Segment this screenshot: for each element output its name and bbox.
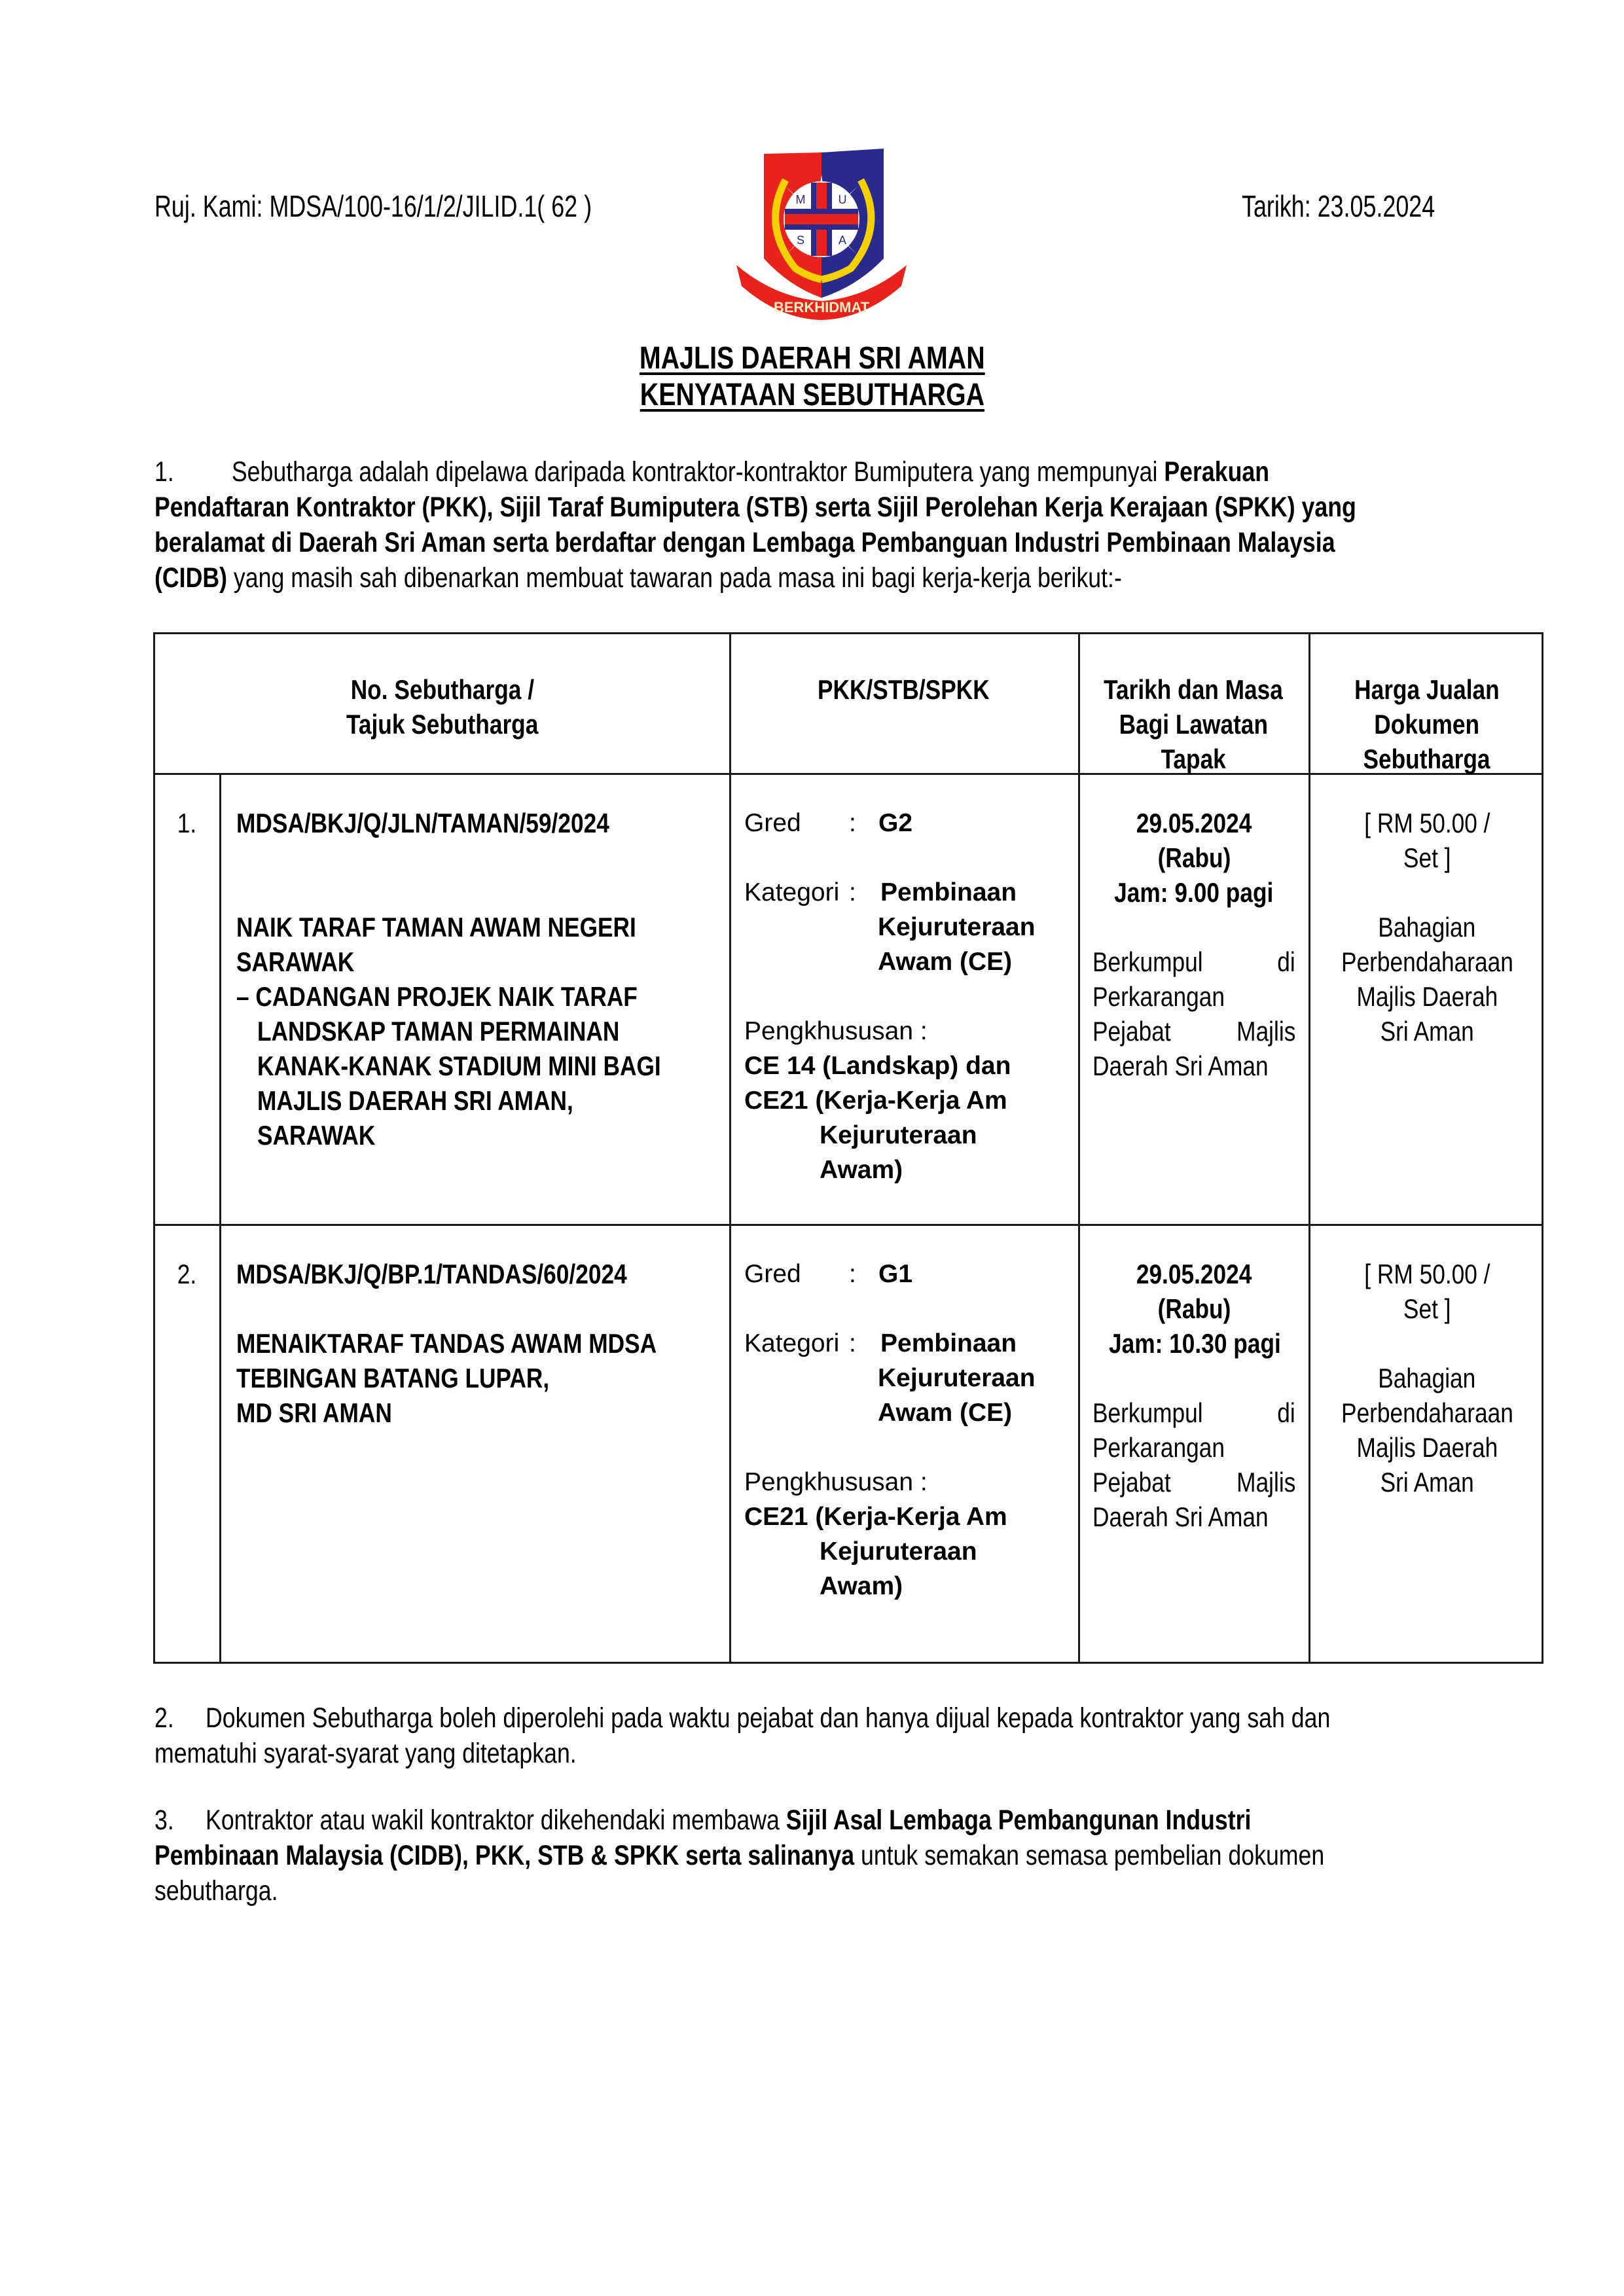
text: Majlis [1236,1467,1295,1498]
sold-at-line: Perbendaharaan [1341,1397,1513,1428]
paragraph-line [154,1803,1252,1838]
text: Daerah Sri Aman [1092,1050,1269,1081]
document-price-cell [1308,806,1545,1049]
paragraph-line [154,454,1270,490]
mdsa-crest-logo [723,134,920,324]
paragraph-number: 3. [154,1804,174,1836]
sold-at-line: Bahagian [1378,1363,1476,1393]
meeting-point-line [1092,1430,1295,1465]
meeting-point-line [1092,979,1295,1014]
logo-letter-a: A [838,234,847,247]
text: Pejabat [1092,1016,1171,1047]
quotation-title-line: LANDSKAP TAMAN PERMAINAN [257,1016,620,1047]
paragraph-3 [154,1803,1477,1909]
text: sebutharga. [154,1875,278,1907]
visit-date: 29.05.2024 [1136,808,1252,838]
sold-at-line: Majlis Daerah [1356,981,1498,1012]
visit-time: Jam: 9.00 pagi [1114,877,1274,908]
quotation-title-line: KANAK-KANAK STADIUM MINI BAGI [257,1050,661,1081]
meeting-point-line [1092,1395,1295,1430]
bold-text: beralamat di Daerah Sri Aman serta berdaftar dengan Lembaga Pembanguan Industri Pembinaan Malaysia [154,527,1335,558]
quotation-title-line: SARAWAK [257,1120,376,1151]
quotation-title-line: MENAIKTARAF TANDAS AWAM MDSA [236,1328,657,1359]
kategori-value: Pembinaan [880,1329,1017,1357]
pkk-requirements-cell [744,1257,1072,1604]
pengkhususan-line: Kejuruteraan [820,1537,977,1566]
quotation-table [153,632,1543,1664]
kategori-value: Kejuruteraan [878,913,1036,941]
table-row-divider [155,1224,1542,1226]
pengkhususan-label: Pengkhususan : [744,1017,928,1045]
colon: : [849,878,856,906]
colon: : [849,1329,856,1357]
header-visit-column: Tarikh dan Masa Bagi Lawatan Tapak [1104,674,1283,774]
quotation-ref-number: MDSA/BKJ/Q/JLN/TAMAN/59/2024 [236,808,609,838]
pengkhususan-line: Kejuruteraan [820,1121,977,1149]
visit-time: Jam: 10.30 pagi [1109,1328,1281,1359]
header-title-column: No. Sebutharga / Tajuk Sebutharga [346,674,539,740]
text: untuk semakan semasa pembelian dokumen [854,1840,1325,1871]
notice-title-heading: KENYATAAN SEBUTHARGA [640,378,984,412]
quotation-title-line: SARAWAK [236,946,355,977]
paragraph-1 [154,454,1477,596]
kategori-line [744,875,1072,910]
kategori-line [744,944,1072,979]
gred-line [744,1257,1072,1291]
text: Sebutharga adalah dipelawa daripada kontraktor-kontraktor Bumiputera yang mempunyai [231,456,1164,488]
gred-label: Gred [744,1260,801,1288]
text: Kontraktor atau wakil kontraktor dikehendaki membawa [206,1804,786,1836]
reference-number: Ruj. Kami: MDSA/100-16/1/2/JILID.1( 62 ) [154,189,592,223]
kategori-value: Awam (CE) [878,1399,1013,1427]
table-column-divider [1078,634,1080,1664]
gred-value: G1 [878,1260,913,1288]
price-line: [ RM 50.00 / [1363,1259,1490,1289]
kategori-value: Awam (CE) [878,948,1013,976]
pengkhususan-line: CE21 (Kerja-Kerja Am [744,1503,1007,1531]
table-column-divider [729,634,731,1664]
text: Pejabat [1092,1467,1171,1498]
paragraph-line [154,525,1335,560]
quotation-title-cell [236,806,721,1153]
logo-letter-m: M [795,193,806,206]
quotation-title-cell [236,1257,721,1430]
logo-motto: BERKHIDMAT [773,299,870,315]
kategori-label: Kategori [744,878,840,906]
logo-letter-s: S [796,234,805,247]
row-number: 1. [177,808,197,838]
sold-at-line: Perbendaharaan [1341,946,1513,977]
text: Dokumen Sebutharga boleh diperolehi pada waktu pejabat dan hanya dijual kepada kontraktor yang sah dan [206,1702,1331,1734]
price-line: [ RM 50.00 / [1363,808,1490,838]
text: Perkarangan [1092,981,1225,1012]
quotation-title-line: – CADANGAN PROJEK NAIK TARAF [236,981,638,1012]
colon: : [849,1260,856,1288]
text: Majlis [1236,1016,1295,1047]
kategori-value: Kejuruteraan [878,1364,1036,1392]
pengkhususan-line: CE21 (Kerja-Kerja Am [744,1086,1007,1115]
price-line: Set ] [1403,1293,1451,1324]
paragraph-line [154,1736,1252,1771]
pengkhususan-line: Awam) [820,1156,903,1184]
meeting-point-line [1092,944,1295,979]
header-price-column: Harga Jualan Dokumen Sebutharga [1354,674,1500,774]
price-line: Set ] [1403,842,1451,873]
sold-at-line: Sri Aman [1380,1467,1474,1498]
paragraph-number: 1. [154,456,174,488]
pengkhususan-label: Pengkhususan : [744,1468,928,1496]
kategori-line [744,1361,1072,1395]
gred-line [744,806,1072,840]
sold-at-line: Bahagian [1378,912,1476,942]
visit-day: (Rabu) [1157,1293,1231,1324]
row-number: 2. [177,1259,197,1289]
paragraph-line [154,1700,1331,1736]
text: Perkarangan [1092,1432,1225,1463]
text: di [1277,1397,1295,1428]
bold-text: Sijil Asal Lembaga Pembangunan Industri [785,1804,1252,1836]
kategori-line [744,1395,1072,1430]
meeting-point-line [1092,1014,1295,1049]
paragraph-line [154,1873,1252,1909]
text: Berkumpul [1092,1397,1203,1428]
meeting-point-line [1092,1049,1295,1083]
document-price-cell [1308,1257,1545,1499]
kategori-line [744,1326,1072,1361]
text: Berkumpul [1092,946,1203,977]
meeting-point-line [1092,1499,1295,1534]
council-name-heading: MAJLIS DAERAH SRI AMAN [639,341,985,376]
sold-at-line: Sri Aman [1380,1016,1474,1047]
document-date: Tarikh: 23.05.2024 [1242,189,1435,223]
quotation-title-line: NAIK TARAF TAMAN AWAM NEGERI [236,912,636,942]
table-number-column-divider [219,773,221,1664]
visit-date: 29.05.2024 [1136,1259,1252,1289]
pengkhususan-line: CE 14 (Landskap) dan [744,1052,1011,1080]
visit-day: (Rabu) [1157,842,1231,873]
paragraph-line [154,490,1356,525]
gred-value: G2 [878,809,913,837]
quotation-title-line: MD SRI AMAN [236,1397,392,1428]
header-pkk-column: PKK/STB/SPKK [818,674,990,705]
text: yang masih sah dibenarkan membuat tawaran pada masa ini bagi kerja-kerja berikut:- [227,562,1122,594]
quotation-title-line: TEBINGAN BATANG LUPAR, [236,1363,550,1393]
paragraph-2 [154,1700,1477,1771]
bold-text: Pembinaan Malaysia (CIDB), PKK, STB & SPKK serta salinanya [154,1840,855,1871]
kategori-value: Pembinaan [880,878,1017,906]
paragraph-line [154,1838,1325,1873]
bold-text: Perakuan [1164,456,1270,488]
text: mematuhi syarat-syarat yang ditetapkan. [154,1738,577,1769]
site-visit-cell [1092,1257,1295,1534]
table-column-divider [1308,634,1310,1664]
pkk-requirements-cell [744,806,1072,1187]
colon: : [849,809,856,837]
paragraph-line [154,560,1252,596]
quotation-title-line: MAJLIS DAERAH SRI AMAN, [257,1085,573,1116]
text: di [1277,946,1295,977]
bold-text: (CIDB) [154,562,228,594]
kategori-line [744,910,1072,944]
paragraph-number: 2. [154,1702,174,1734]
sold-at-line: Majlis Daerah [1356,1432,1498,1463]
meeting-point-line [1092,1465,1295,1499]
site-visit-cell [1092,806,1295,1083]
quotation-ref-number: MDSA/BKJ/Q/BP.1/TANDAS/60/2024 [236,1259,627,1289]
logo-letter-u: U [838,193,847,206]
text: Daerah Sri Aman [1092,1501,1269,1532]
bold-text: Pendaftaran Kontraktor (PKK), Sijil Taraf Bumiputera (STB) serta Sijil Perolehan Kerja Kerajaan (SPKK) yang [154,492,1356,523]
kategori-label: Kategori [744,1329,840,1357]
pengkhususan-line: Awam) [820,1572,903,1600]
gred-label: Gred [744,809,801,837]
